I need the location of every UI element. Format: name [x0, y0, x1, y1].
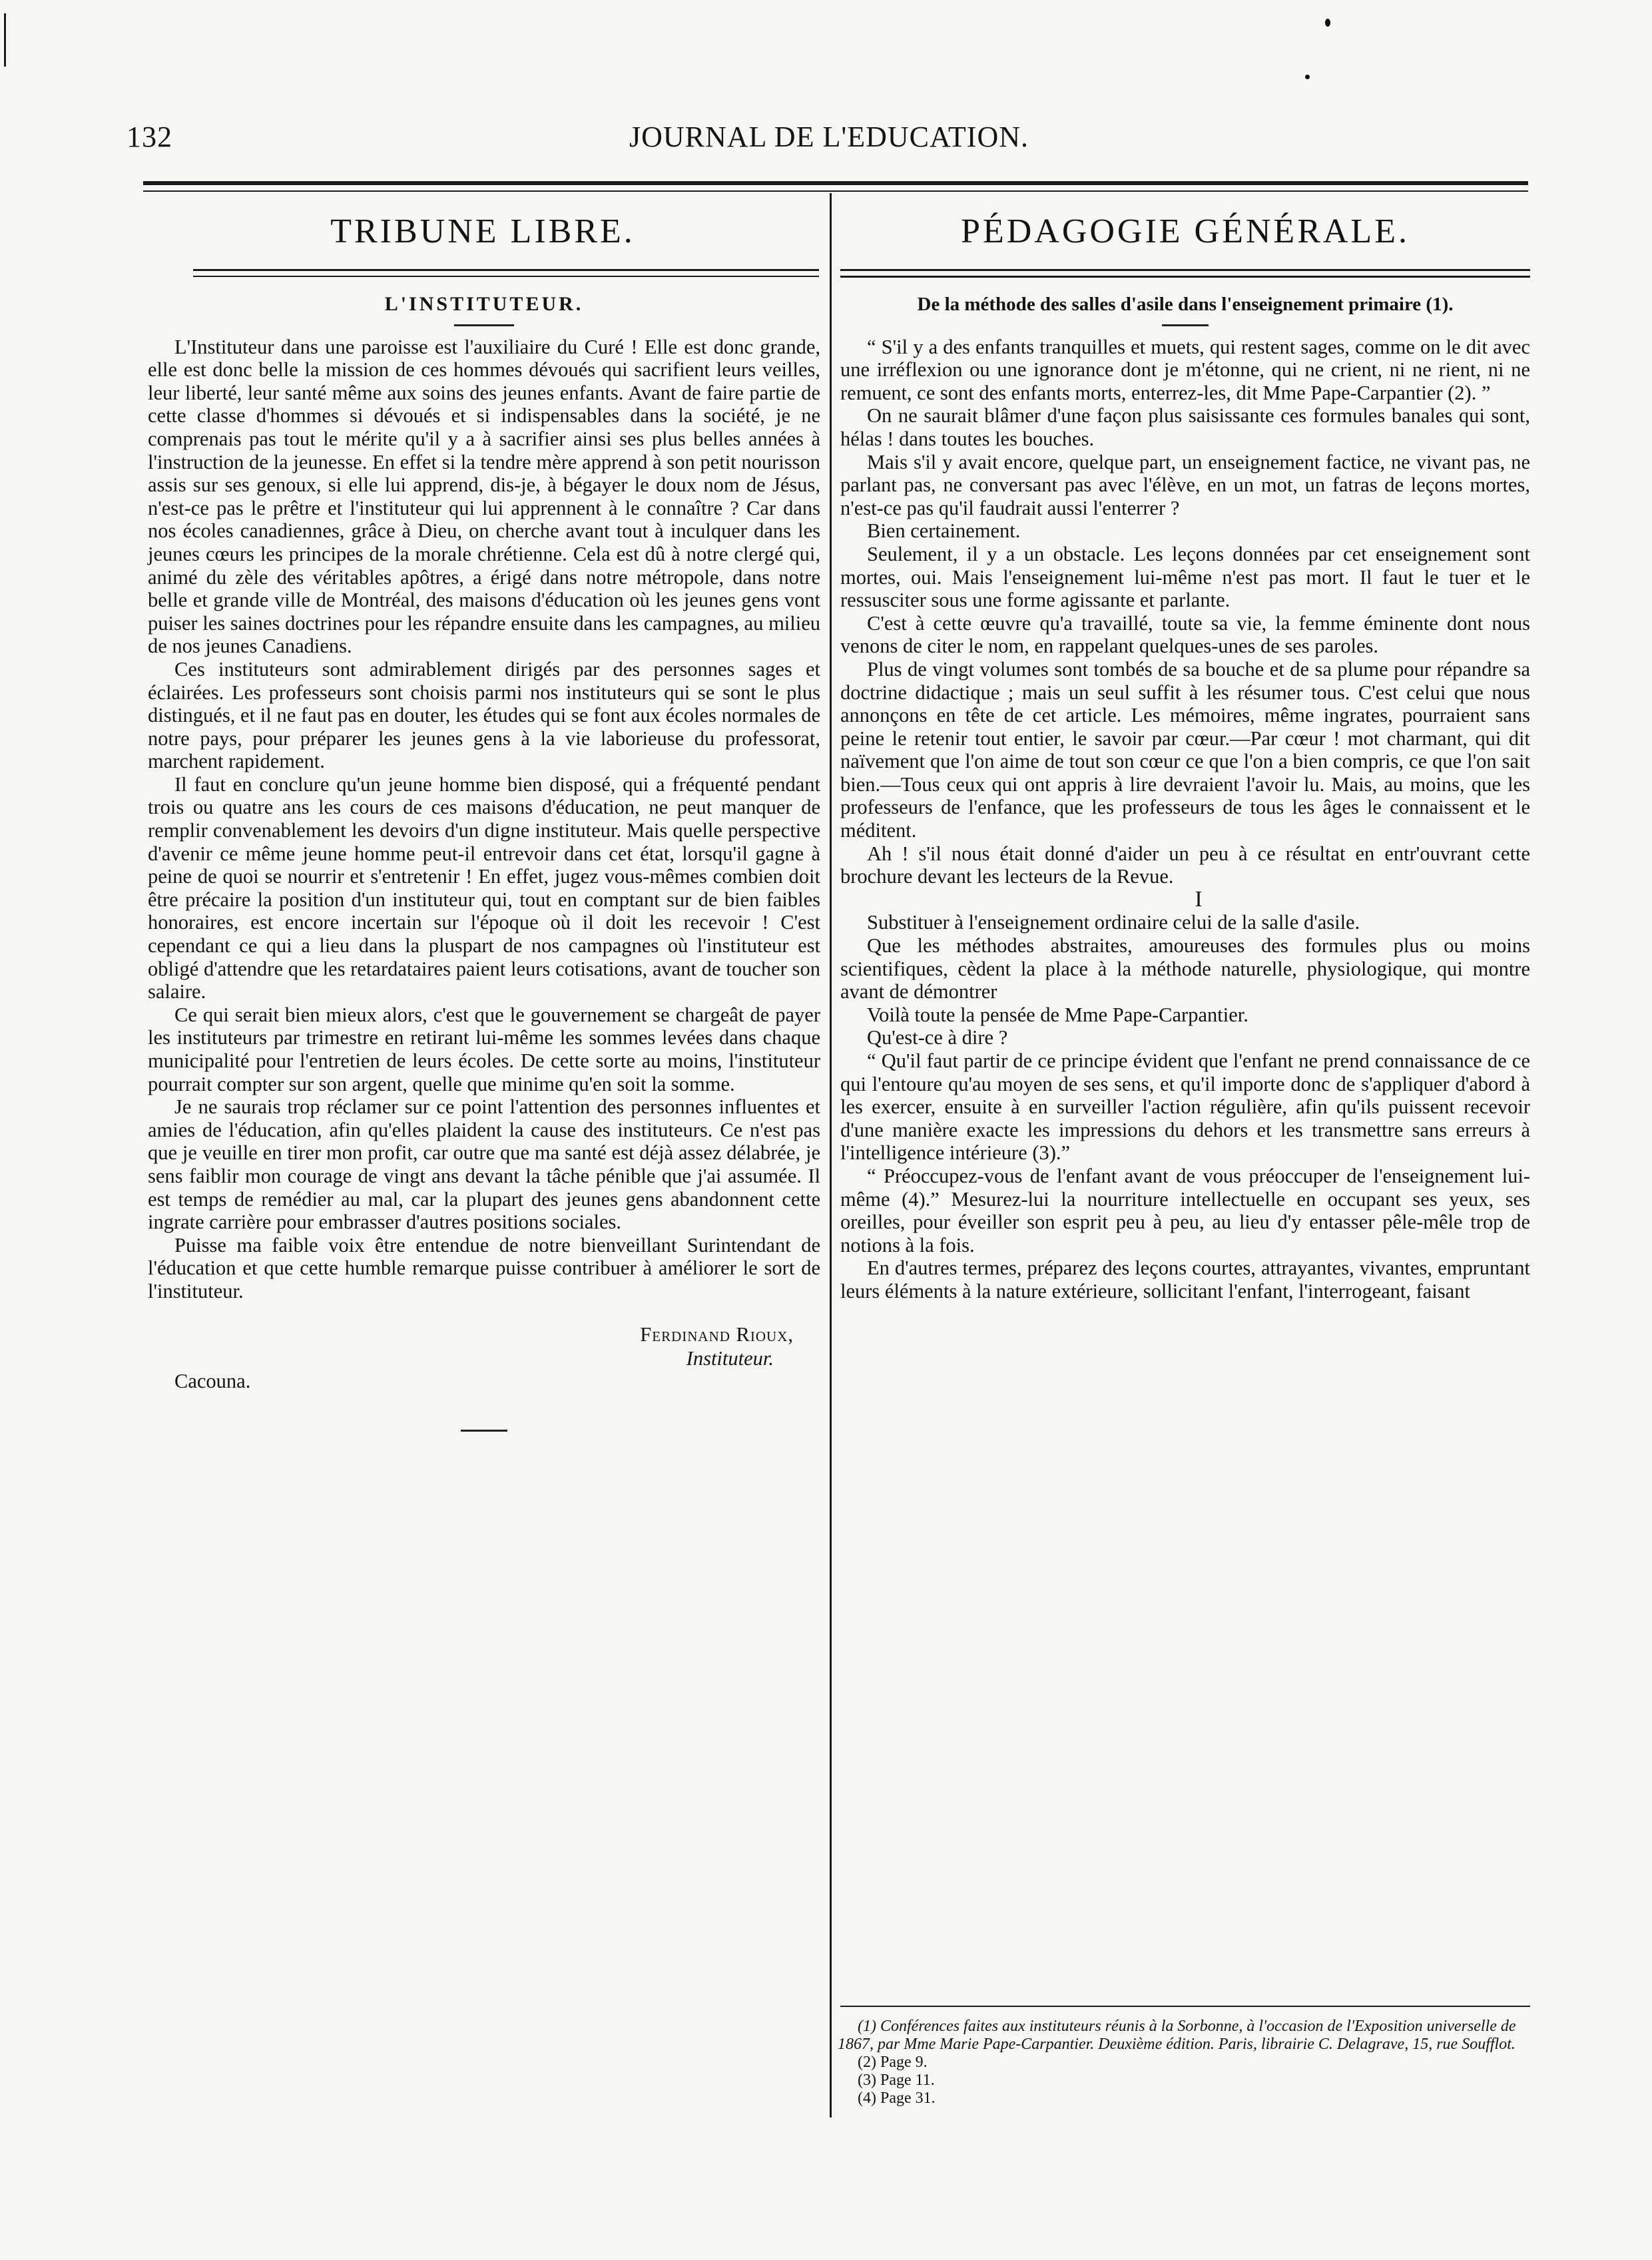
header-rule-thin — [143, 190, 1528, 192]
left-paragraph: Ces instituteurs sont admirablement dirigés par des personnes sages et éclairées. Les professeurs sont choisis parmi nos instituteurs qui se sont le plus distingués, et il ne faut pas en douter, les études qui se font aux écoles normales de notre pays, pour préparer les jeunes gens à la vie laborieuse du professorat, marchent rapidement. — [148, 657, 820, 773]
signature-place: Cacouna. — [174, 1369, 251, 1392]
section-numeral: I — [1195, 886, 1203, 912]
right-paragraph: Mais s'il y avait encore, quelque part, un enseignement factice, ne vivant pas, ne parlant pas, ne conversant pas avec l'élève, en un mot, un fatras de leçons mortes, n'est-ce pas qu'il faudrait aussi l'enterrer ? — [840, 450, 1530, 519]
page-number: 132 — [127, 121, 172, 153]
signature-name: Ferdinand Rioux, — [640, 1322, 794, 1346]
running-header — [127, 113, 1531, 160]
journal-title: JOURNAL DE L'EDUCATION. — [629, 121, 1029, 153]
right-paragraph: Plus de vingt volumes sont tombés de sa bouche et de sa plume pour répandre sa doctrine didactique ; mais un seul suffit à les résumer tous. C'est celui que nous annonçons en tête de cet article. Les mémoires, même ingrates, pourraient sans peine le retenir tout entier, le savoir par cœur.—Par cœur ! mot charmant, qui dit naïvement que l'on aime de tout son cœur ce que l'on a bien compris, ce que l'on sait bien.—Tous ceux qui ont appris à lire devraient l'avoir lu. Mais, au moins, que les professeurs de l'enfance, que les professeurs de tous les âges le connaissent et le méditent. — [840, 657, 1530, 842]
left-section-title: TRIBUNE LIBRE. — [330, 212, 635, 250]
end-of-article-rule — [461, 1430, 507, 1432]
right-paragraph: “ Qu'il faut partir de ce principe évident que l'enfant ne prend connaissance de ce qui l'entoure qu'au moyen de ses sens, et qu'il importe donc de s'appliquer d'abord à les exercer, ensuite à en surveiller l'action régulière, afin qu'ils puissent recevoir d'une manière exacte les impressions du dehors et les transmettre sans erreurs à l'intelligence intérieure (3).” — [840, 1049, 1530, 1165]
right-article-rule — [1162, 324, 1209, 326]
right-paragraph: En d'autres termes, préparez des leçons courtes, attrayantes, vivantes, empruntant leurs éléments à la nature extérieure, sollicitant l'enfant, l'interrogeant, faisant — [840, 1257, 1530, 1302]
right-title-rule-1 — [840, 269, 1530, 271]
right-paragraph: “ Préoccupez-vous de l'enfant avant de vous préoccuper de l'enseignement lui-même (4).” Mesurez-lui la nourriture intellectuelle en occupant ses yeux, ses oreilles, pour éveiller son esprit peu à peu, au lieu d'y entasser pêle-mêle trop de notions à la fois. — [840, 1164, 1530, 1257]
right-paragraph: Seulement, il y a un obstacle. Les leçons données par cet enseignement sont mortes, oui. Mais l'enseignement lui-même n'est pas mort. Il faut le tuer et le ressusciter sous une forme agissante et parlante. — [840, 542, 1530, 612]
right-paragraph: “ S'il y a des enfants tranquilles et muets, qui restent sages, comme on le dit avec une irréflexion ou une ignorance dont je m'étonne, qui ne crient, ni ne rient, ni ne remuent, ce sont des enfants morts, enterrez-les, dit Mme Pape-Carpantier (2). ” — [840, 335, 1530, 404]
left-article-rule — [454, 324, 514, 326]
right-paragraph: Bien certainement. — [867, 519, 1021, 543]
right-paragraph: On ne saurait blâmer d'une façon plus saisissante ces formules banales qui sont, hélas ! dans toutes les bouches. — [840, 404, 1530, 450]
right-paragraph: Substituer à l'enseignement ordinaire celui de la salle d'asile. — [867, 911, 1360, 934]
scan-speck — [1325, 19, 1330, 27]
left-article-title: L'INSTITUTEUR. — [384, 293, 584, 315]
left-paragraph: Ce qui serait bien mieux alors, c'est que le gouvernement se chargeât de payer les instituteurs par trimestre en retirant lui-même les sommes levées dans chaque municipalité pour l'entretien de leurs écoles. De cette sorte au moins, l'instituteur pourrait compter sur son argent, quelle que minime qu'en soit la somme. — [148, 1003, 820, 1095]
left-column — [148, 293, 820, 1441]
right-section-title: PÉDAGOGIE GÉNÉRALE. — [961, 212, 1410, 250]
header-rule-thick — [143, 181, 1528, 185]
left-paragraph: Il faut en conclure qu'un jeune homme bien disposé, qui a fréquenté pendant trois ou quatre ans les cours de ces maisons d'éducation, ne peut manquer de remplir convenablement les devoirs d'un digne instituteur. Mais quelle perspective d'avenir ce même jeune homme peut-il entrevoir dans cet état, lorsqu'il gagne à peine de quoi se nourrir et s'entretenir ! En effet, jugez vous-mêmes combien doit être précaire la position d'un instituteur qui, tout en comptant sur de bien faibles honoraires, est encore incertain sur l'époque où il doit les recevoir ! C'est cependant ce qui a lieu dans la pluspart de nos campagnes où l'instituteur est obligé d'attendre que les retardataires paient leurs cotisations, avant de toucher son salaire. — [148, 772, 820, 1003]
right-paragraph: Qu'est-ce à dire ? — [867, 1026, 1008, 1049]
left-paragraph: Puisse ma faible voix être entendue de notre bienveillant Surintendant de l'éducation et que cette humble remarque puisse contribuer à améliorer le sort de l'instituteur. — [148, 1233, 820, 1302]
left-paragraph: Je ne saurais trop réclamer sur ce point l'attention des personnes influentes et amies de l'éducation, afin qu'elles plaident la cause des instituteurs. Ce n'est pas que je veuille en tirer mon profit, car outre que ma santé est déjà assez délabrée, je sens faiblir mon courage de vingt ans devant la tâche pénible que j'ai assumée. Il est temps de remédier au mal, car la plupart des jeunes gens abandonnent cette ingrate carrière pour embrasser d'autres positions sociales. — [148, 1095, 820, 1234]
left-title-rule-1 — [193, 269, 819, 271]
footnote: (3) Page 11. — [858, 2072, 935, 2089]
right-paragraph: Voilà toute la pensée de Mme Pape-Carpantier. — [867, 1003, 1248, 1026]
signature-role: Instituteur. — [686, 1346, 774, 1370]
left-paragraph: L'Instituteur dans une paroisse est l'auxiliaire du Curé ! Elle est donc grande, elle est donc belle la mission de ces hommes dévoués qui sacrifient leurs veilles, leur liberté, leur santé même aux soins des jeunes enfants. Avant de faire partie de cette classe d'hommes si dévoués et si indispensables dans la société, je ne comprenais pas tout le mérite qu'il y a à sacrifier ainsi ses plus belles années à l'instruction de la jeunesse. En effet si la tendre mère apprend à son petit nourisson assis sur ses genoux, si elle lui apprend, dis-je, à bégayer le doux nom de Jésus, n'est-ce pas le prêtre et l'instituteur qui lui apprennent à le connaître ? Car dans nos écoles canadiennes, grâce à Dieu, on cherche avant tout à inculquer dans les jeunes cœurs les principes de la morale chrétienne. Cela est dû à notre clergé qui, animé du zèle des véritables apôtres, a érigé dans notre métropole, dans notre belle et grande ville de Montréal, des maisons d'éducation où les jeunes gens vont puiser les saines doctrines pour les répandre ensuite dans les campagnes, au milieu de nos jeunes Canadiens. — [148, 335, 820, 658]
left-title-rule-2 — [193, 276, 819, 277]
signature-block — [148, 1323, 820, 1423]
right-article-title: De la méthode des salles d'asile dans l'enseignement primaire (1). — [917, 294, 1454, 315]
footnotes — [838, 2018, 1530, 2108]
right-title-rule-2 — [840, 276, 1530, 278]
right-paragraph: Que les méthodes abstraites, amoureuses des formules plus ou moins scientifiques, cèdent la place à la méthode naturelle, physiologique, qui montre avant de démontrer — [840, 934, 1530, 1003]
footnote: (1) Conférences faites aux instituteurs réunis à la Sorbonne, à l'occasion de l'Exposition universelle de 1867, par Mme Marie Pape-Carpantier. Deuxième édition. Paris, librairie C. Delagrave, 15, rue Soufflot. — [838, 2018, 1516, 2053]
right-column — [840, 293, 1530, 1303]
footnote: (4) Page 31. — [858, 2090, 936, 2107]
footnote: (2) Page 9. — [858, 2054, 928, 2071]
scan-edge-mark — [4, 13, 6, 67]
right-paragraph: Ah ! s'il nous était donné d'aider un peu à ce résultat en entr'ouvrant cette brochure devant les lecteurs de la Revue. — [840, 842, 1530, 888]
column-divider — [830, 193, 832, 2118]
right-paragraph: C'est à cette œuvre qu'a travaillé, toute sa vie, la femme éminente dont nous venons de citer le nom, en rappelant quelques-unes de ses paroles. — [840, 611, 1530, 658]
scan-speck — [1305, 75, 1310, 79]
footnote-rule — [840, 2006, 1530, 2007]
